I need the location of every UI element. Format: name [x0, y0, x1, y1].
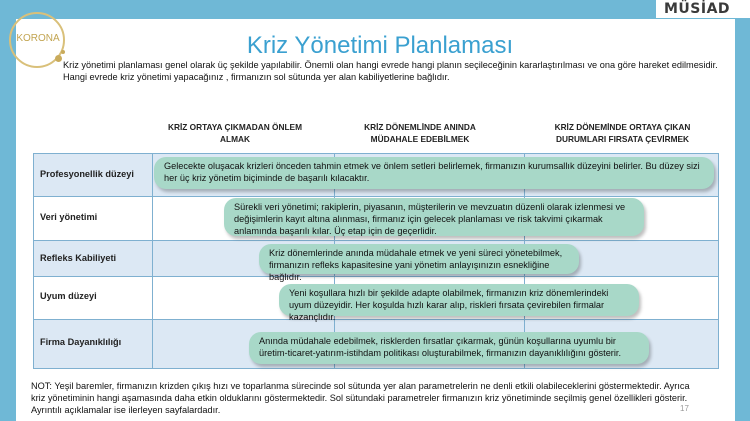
green-bar-uyum: Yeni koşullara hızlı bir şekilde adapte olabilmek, firmanızın kriz dönemlerindeki uyum düzeyidir. Her koşulda hızlı karar alıp, riskleri fırsata çevirebilen firmalar kazançlıdır. [279, 284, 639, 316]
crisis-table [33, 153, 719, 369]
row-label: Firma Dayanıklılığı [40, 337, 122, 347]
green-bar-dayaniklilik: Anında müdahale edebilmek, risklerden fırsatlar çıkarmak, günün koşullarına uyumlu bir üretim-ticaret-yatırım-istihdam politikası oluşturabilmek, firmanızın dayanıklılığını gösterir. [249, 332, 649, 364]
green-bar-veri: Sürekli veri yönetimi; rakiplerin, piyasanın, müşterilerin ve mevzuatın düzenli olarak izlenmesi ve değişimlerin kayıt altına alınması, firmanız için gelecek planlaması ve risk takvimi çıkarmak anlamında başarılı kılar. Üç etap için de geçerlidir. [224, 198, 644, 236]
right-band [735, 18, 750, 421]
green-bar-profesyonellik: Gelecekte oluşacak krizleri önceden tahmin etmek ve önlem setleri belirlemek, firmanızın kurumsallık düzeyini belirler. Bu düzey sizi her üç kriz yönetim biçiminde de başarılı kılacaktır. [154, 157, 714, 189]
korona-badge-dot [55, 55, 62, 62]
column-header-1: KRİZ ORTAYA ÇIKMADAN ÖNLEM ALMAK [168, 122, 302, 144]
row-label: Uyum düzeyi [40, 291, 97, 301]
top-band [0, 0, 750, 18]
column-header-2: KRİZ DÖNEMLİNDE ANINDA MÜDAHALE EDEBİLMEK [364, 122, 476, 144]
page-title: Kriz Yönetimi Planlaması [246, 32, 514, 59]
intro-text: Kriz yönetimi planlaması genel olarak üç şekilde yapılabilir. Önemli olan hangi evrede hangi planın seçileceğinin kararlaştırılması ve ona göre hareket edilmesidir. Hangi evrede kriz yönetimi yapacağınız , firmanızın sol sütunda yer alan kabiliyetlerine bağlıdır. [63, 60, 718, 82]
musiad-logo: MÜSİAD [664, 1, 731, 17]
korona-badge-text: KORONA [16, 33, 60, 44]
footnote: NOT: Yeşil baremler, firmanızın krizden çıkış hızı ve toparlanma sürecinde sol sütunda yer alan parametrelerin ne denli etkili olabileceklerini göstermektedir. Ayrıca kriz yönetiminin hangi aşamasında daha etkin olduklarını göstermektedir. Sol sütundaki parametreler firmanızın kriz yönetiminde seçilmiş genel özellikleri gösterir. Ayrıntılı açıklamalar ise ilerleyen sayfalardadır. [31, 381, 690, 415]
row-label: Profesyonellik düzeyi [40, 169, 134, 179]
row-label: Veri yönetimi [40, 212, 98, 222]
row-label: Refleks Kabiliyeti [40, 253, 117, 263]
column-header-3: KRİZ DÖNEMİNDE ORTAYA ÇIKAN DURUMLARI FIRSATA ÇEVİRMEK [554, 122, 691, 144]
green-bar-refleks: Kriz dönemlerinde anında müdahale etmek ve yeni süreci yönetebilmek, firmanızın refleks kapasitesine yani yönetim anlayışınızın esnekliğine bağlıdır. [259, 244, 579, 274]
korona-badge-dot-small [61, 50, 65, 54]
column-divider [152, 154, 153, 368]
page-number: 17 [680, 404, 689, 413]
